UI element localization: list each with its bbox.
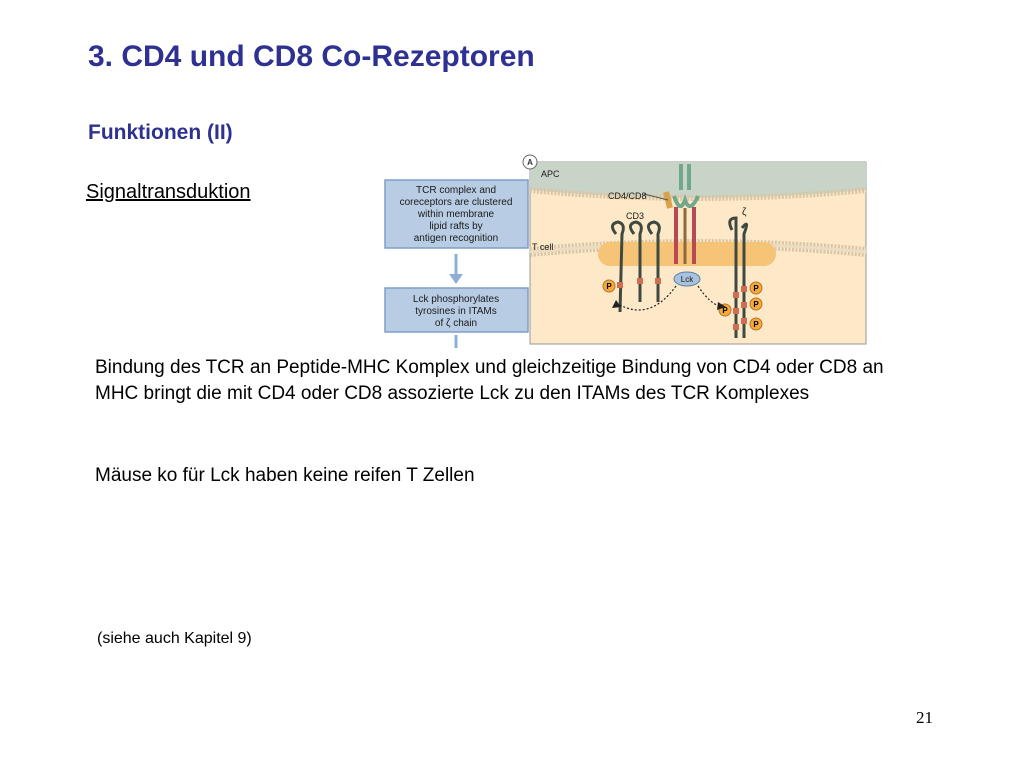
svg-text:P: P [606,282,612,291]
box1-line: within membrane [417,209,495,220]
apc-label: APC [541,169,560,179]
box1-line: TCR complex and [415,185,497,196]
svg-text:P: P [753,320,759,329]
chapter-note: (siehe auch Kapitel 9) [97,630,252,647]
cd3-label: CD3 [626,211,645,221]
svg-text:P: P [722,306,728,315]
body-paragraph-2: Mäuse ko für Lck haben keine reifen T Zellen [95,465,475,486]
cell-diagram [523,155,866,344]
section-heading: Signaltransduktion [86,181,251,203]
flow-arrow [449,254,463,284]
slide-title: 3. CD4 und CD8 Co-Rezeptoren [88,40,535,73]
box1-line: antigen recognition [413,233,499,244]
slide-subtitle: Funktionen (II) [88,121,233,144]
body-paragraph-1: Bindung des TCR an Peptide-MHC Komplex und gleichzeitige Bindung von CD4 oder CD8 an MHC bringt die mit CD4 oder CD8 assozierte Lck zu den ITAMs des TCR Komplexes [95,357,884,404]
flow-box-phosphorylation [385,288,528,332]
box1-line: coreceptors are clustered [399,197,513,208]
box2-line: of ζ chain [434,318,478,329]
box2-line: tyrosines in ITAMs [415,306,497,317]
tcell-label: T cell [532,242,554,252]
zeta-label: ζ [742,207,747,218]
lck-label: Lck [680,275,694,284]
page-number: 21 [916,708,933,727]
flow-box-clustering [385,180,528,248]
box2-line: Lck phosphorylates [412,294,500,305]
signal-transduction-figure [380,152,870,348]
svg-text:P: P [753,300,759,309]
svg-text:P: P [753,284,759,293]
box1-line: lipid rafts by [429,221,483,232]
cd4-cd8-label: CD4/CD8 [608,191,647,201]
panel-letter: A [527,158,533,167]
